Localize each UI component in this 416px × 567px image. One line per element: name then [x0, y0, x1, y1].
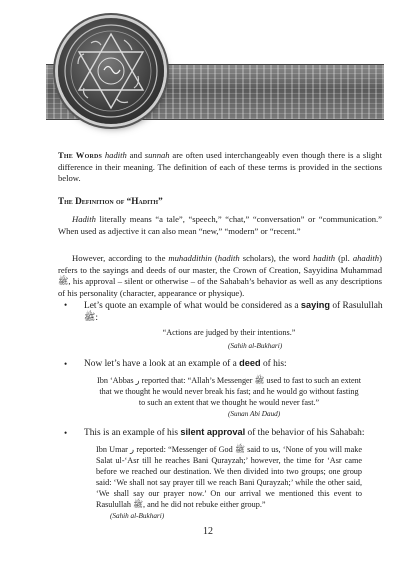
approval-source: (Sahih al-Bukhari) [110, 512, 165, 520]
deed-intro-a: Now let’s have a look at an example of a [84, 359, 237, 369]
term-muhaddithin: muhaddithin [168, 253, 212, 263]
bullet-marker: • [64, 359, 68, 369]
deed-quote: Ibn ‘Abbas ر reported that: “Allah’s Messenger ﷺ used to fast to such an extent that we thought he would never break his fast; and he would go without fasting to such an extent that we thought he would never fast.” [97, 376, 361, 407]
term-hadith: hadith [104, 150, 127, 160]
saying-quote: “Actions are judged by their intentions.” [162, 328, 296, 337]
definition-text: literally means “a tale”, “speech,” “chat,” “conversation” or “communication.” When used as adjective it can also mean “new,” “modern” or “recent.” [58, 214, 382, 236]
intro-lead: The Words [58, 150, 103, 160]
scholars-text-e: scholars), the word [242, 253, 311, 263]
approval-quote: Ibn Umar ر reported: “Messenger of God ﷺ said to us, ‘None of you will make Salat ul-‘Asr till he reaches Bani Qurayzah;’ however, the time for ‘Asr came before we reached our destination. We then divided into two groups; one group said: ‘We shall not say prayer till we reach Bani Qurayzah;’ while the other said, ‘We shall say our prayer now.’ On our arrival we mentioned this event to Rasulullah ﷺ, and he did not rebuke either group.” [96, 445, 362, 509]
term-hadith: Hadith [72, 214, 96, 224]
intro-and: and [129, 150, 142, 160]
saying-intro-a: Let’s quote an example of what would be considered as a [84, 301, 299, 311]
keyword-saying: saying [300, 300, 330, 310]
example-deed-intro [84, 358, 384, 369]
example-approval-intro [84, 427, 384, 438]
keyword-silent-approval: silent approval [180, 427, 246, 437]
term-hadith: hadith [217, 253, 240, 263]
page-number: 12 [203, 526, 213, 537]
scholars-text-g: (pl. [338, 253, 350, 263]
bullet-marker: • [64, 300, 68, 310]
deed-intro-b: of his: [262, 359, 287, 369]
term-hadith: hadith [313, 253, 336, 263]
intro-text: are often used interchangeably even though there is a slight difference in their meaning. The definition of each of these terms is provided in the sections below. [58, 150, 382, 184]
saying-intro-b: of Rasulullah ﷺ: [84, 301, 383, 323]
scholars-text-a: However, according to the [72, 253, 166, 263]
deed-source: (Sunan Abi Daud) [228, 410, 281, 418]
definition-paragraph [58, 214, 382, 237]
keyword-deed: deed [239, 358, 261, 368]
approval-intro-a: This is an example of his [84, 428, 178, 438]
intro-paragraph [58, 150, 382, 185]
calligraphy-medallion-icon [58, 18, 164, 124]
term-sunnah: sunnah [144, 150, 170, 160]
section-heading-text: The Definition of “Hadith” [58, 196, 163, 206]
section-heading [58, 196, 382, 208]
term-ahadith: ahadith [352, 253, 380, 263]
saying-source: (Sahih al-Bukhari) [228, 342, 283, 350]
scholars-paren: ( [214, 253, 218, 263]
scholars-paragraph [58, 253, 382, 299]
bullet-marker: • [64, 428, 68, 438]
approval-intro-b: of the behavior of his Sahabah: [247, 428, 365, 438]
example-saying-intro [84, 299, 384, 324]
scholars-text-i: ) refers to the sayings and deeds of our master, the Crown of Creation, Sayyidina Muhammad ﷺ, his approval – silent or otherwise – of the Sahabah’s behavior as well as any descriptions of his personality (character, appearance or physique). [58, 253, 382, 298]
